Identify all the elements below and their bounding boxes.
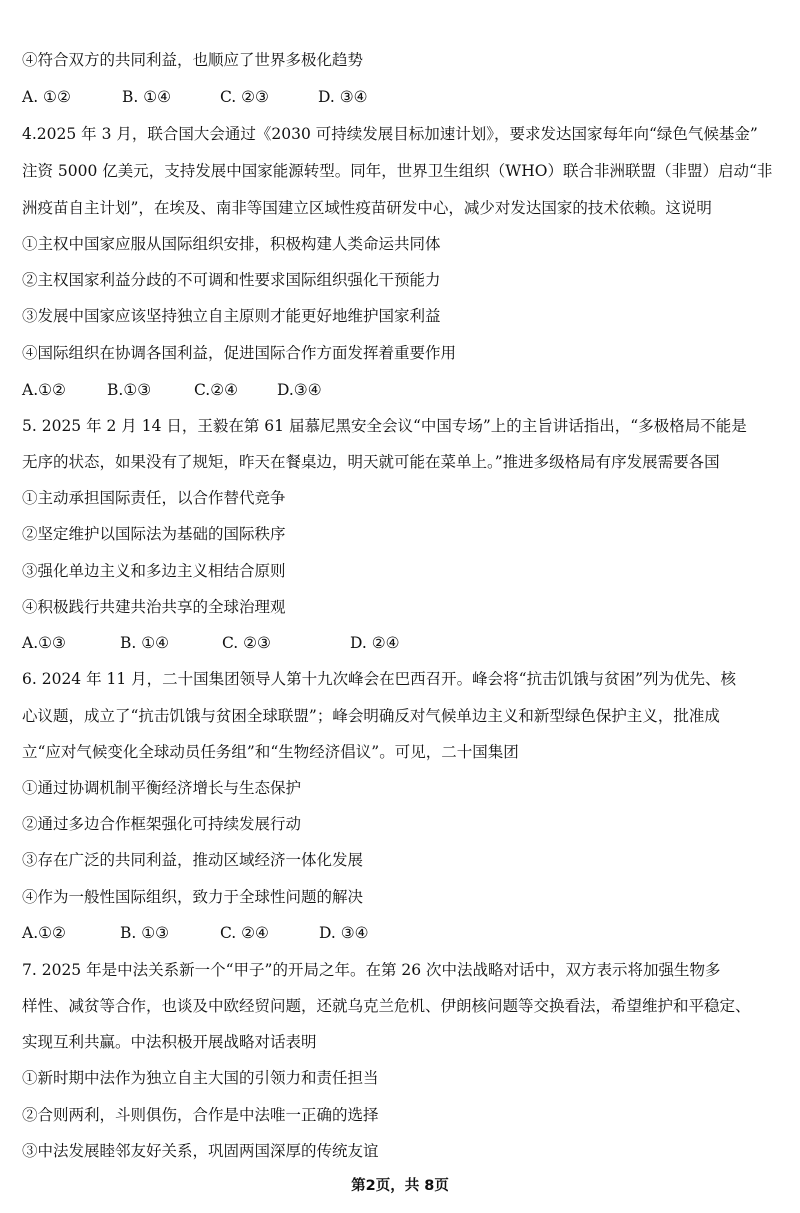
q4-option-b: B.①③ [107, 381, 152, 399]
q6-stem-line-2: 心议题，成立了“抗击饥饿与贫困全球联盟”；峰会明确反对气候单边主义和新型绿色保护主义，批准成 [22, 707, 720, 725]
q6-option-d: D. ③④ [319, 924, 369, 942]
q6-option-b: B. ①③ [120, 924, 170, 942]
q4-option-c: C.②④ [194, 381, 239, 399]
q7-statement-1: ①新时期中法作为独立自主大国的引领力和责任担当 [22, 1069, 379, 1087]
q7-statement-3: ③中法发展睦邻友好关系，巩固两国深厚的传统友谊 [22, 1142, 379, 1160]
q6-statement-2: ②通过多边合作框架强化可持续发展行动 [22, 815, 302, 833]
q5-option-d: D. ②④ [350, 634, 400, 652]
q4-stem-line-1: 4.2025 年 3 月，联合国大会通过《2030 可持续发展目标加速计划》，要求发达国家每年向“绿色气候基金” [22, 125, 758, 143]
q4-statement-4: ④国际组织在协调各国利益，促进国际合作方面发挥着重要作用 [22, 344, 457, 362]
q3-option-b: B. ①④ [122, 88, 172, 106]
q4-statement-1: ①主权中国家应服从国际组织安排，积极构建人类命运共同体 [22, 235, 441, 253]
q7-statement-2: ②合则两利，斗则俱伤，合作是中法唯一正确的选择 [22, 1106, 379, 1124]
q5-statement-2: ②坚定维护以国际法为基础的国际秩序 [22, 525, 286, 543]
q6-statement-1: ①通过协调机制平衡经济增长与生态保护 [22, 779, 302, 797]
q5-statement-4: ④积极践行共建共治共享的全球治理观 [22, 598, 286, 616]
q4-option-a: A.①② [22, 381, 66, 399]
q5-option-b: B. ①④ [120, 634, 170, 652]
q4-option-d: D.③④ [277, 381, 322, 399]
q3-statement-4: ④符合双方的共同利益，也顺应了世界多极化趋势 [22, 51, 364, 69]
q5-option-c: C. ②③ [222, 634, 271, 652]
q5-stem-line-2: 无序的状态，如果没有了规矩，昨天在餐桌边，明天就可能在菜单上。”推进多级格局有序发展需要各国 [22, 453, 720, 471]
q7-stem-line-2: 样性、减贫等合作，也谈及中欧经贸问题，还就乌克兰危机、伊朗核问题等交换看法，希望维护和平稳定、 [22, 997, 751, 1015]
q5-stem-line-1: 5. 2025 年 2 月 14 日，王毅在第 61 届慕尼黑安全会议“中国专场”上的主旨讲话指出，“多极格局不能是 [22, 417, 747, 435]
q3-option-a: A. ①② [22, 88, 71, 106]
q7-stem-line-3: 实现互利共赢。中法积极开展战略对话表明 [22, 1033, 317, 1051]
q3-option-c: C. ②③ [220, 88, 269, 106]
q6-option-a: A.①② [22, 924, 66, 942]
q5-option-a: A.①③ [22, 634, 66, 652]
q6-statement-3: ③存在广泛的共同利益，推动区域经济一体化发展 [22, 851, 364, 869]
q6-stem-line-3: 立“应对气候变化全球动员任务组”和“生物经济倡议”。可见，二十国集团 [22, 743, 519, 761]
q4-statement-2: ②主权国家利益分歧的不可调和性要求国际组织强化干预能力 [22, 271, 441, 289]
q4-stem-line-2: 注资 5000 亿美元，支持发展中国家能源转型。同年，世界卫生组织（WHO）联合非洲联盟（非盟）启动“非 [22, 162, 773, 180]
q5-statement-1: ①主动承担国际责任，以合作替代竞争 [22, 489, 286, 507]
q7-stem-line-1: 7. 2025 年是中法关系新一个“甲子”的开局之年。在第 26 次中法战略对话中，双方表示将加强生物多 [22, 961, 721, 979]
page-number-footer: 第2页，共 8页 [351, 1178, 449, 1194]
q6-option-c: C. ②④ [220, 924, 269, 942]
q5-statement-3: ③强化单边主义和多边主义相结合原则 [22, 562, 286, 580]
q6-statement-4: ④作为一般性国际组织，致力于全球性问题的解决 [22, 888, 364, 906]
q6-stem-line-1: 6. 2024 年 11 月，二十国集团领导人第十九次峰会在巴西召开。峰会将“抗击饥饿与贫困”列为优先、核 [22, 670, 737, 688]
q4-statement-3: ③发展中国家应该坚持独立自主原则才能更好地维护国家利益 [22, 307, 441, 325]
q4-stem-line-3: 洲疫苗自主计划”，在埃及、南非等国建立区域性疫苗研发中心，减少对发达国家的技术依赖。这说明 [22, 199, 712, 217]
q3-option-d: D. ③④ [318, 88, 368, 106]
